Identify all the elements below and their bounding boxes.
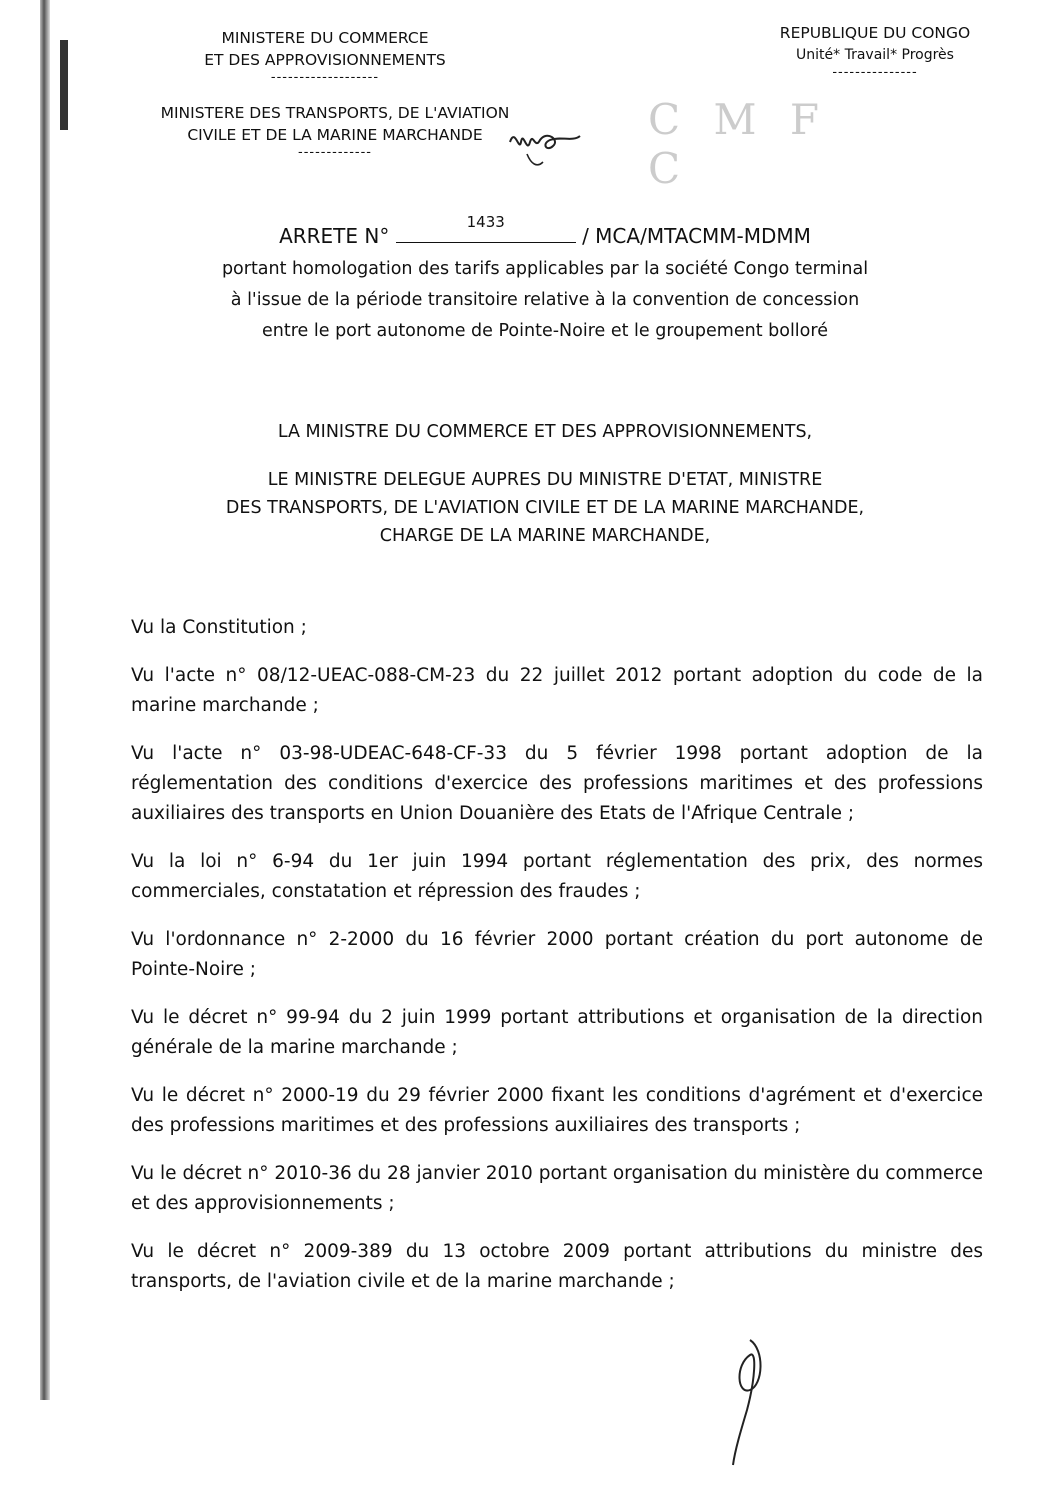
ministry2-line1: MINISTERE DES TRANSPORTS, DE L'AVIATION xyxy=(160,104,510,122)
minister-delegate-line2: DES TRANSPORTS, DE L'AVIATION CIVILE ET DE LA MARINE MARCHANDE, xyxy=(225,498,865,518)
visa-paragraph: Vu le décret n° 2009-389 du 13 octobre 2009 portant attributions du ministre des transports, de l'aviation civile et de la marine marchande ; xyxy=(131,1241,983,1292)
scan-mark xyxy=(60,40,68,130)
visas-list xyxy=(131,613,983,1315)
visa-paragraph: Vu l'acte n° 03-98-UDEAC-648-CF-33 du 5 février 1998 portant adoption de la réglementation des conditions d'exercice des professions maritimes et des professions auxiliaires des transports en Union Douanière des Etats de l'Afrique Centrale ; xyxy=(131,743,983,824)
header-separator: ------------- xyxy=(298,145,372,160)
faded-stamp: C M F C xyxy=(648,95,829,193)
minister-delegate-line1: LE MINISTRE DELEGUE AUPRES DU MINISTRE D'ETAT, MINISTRE xyxy=(267,470,823,490)
ministry2-line2: CIVILE ET DE LA MARINE MARCHANDE xyxy=(187,126,483,144)
republic-header xyxy=(740,22,1010,80)
arrete-number: 1433 xyxy=(466,213,505,231)
arrete-number-line xyxy=(150,213,940,254)
minister-commerce: LA MINISTRE DU COMMERCE ET DES APPROVISIONNEMENTS, xyxy=(277,422,813,442)
header-separator: ------------------- xyxy=(270,70,380,85)
ministry-transports-header xyxy=(100,102,570,160)
subject-line: portant homologation des tarifs applicables par la société Congo terminal xyxy=(221,259,869,279)
national-motto: Unité* Travail* Progrès xyxy=(796,47,954,63)
ministry1-line2: ET DES APPROVISIONNEMENTS xyxy=(204,51,446,69)
arrete-suffix: / MCA/MTACMM-MDMM xyxy=(582,224,811,248)
handwritten-signature xyxy=(695,1330,785,1474)
visa-paragraph: Vu l'ordonnance n° 2-2000 du 16 février 2000 portant création du port autonome de Pointe-Noire ; xyxy=(131,929,983,980)
arrete-prefix: ARRETE N° xyxy=(279,224,390,248)
subject-line: à l'issue de la période transitoire relative à la convention de concession xyxy=(230,290,860,310)
visa-paragraph: Vu la Constitution ; xyxy=(131,617,307,638)
visa-paragraph: Vu le décret n° 2000-19 du 29 février 2000 fixant les conditions d'agrément et d'exercice des professions maritimes et des professions auxiliaires des transports ; xyxy=(131,1085,983,1136)
visa-paragraph: Vu l'acte n° 08/12-UEAC-088-CM-23 du 22 juillet 2012 portant adoption du code de la marine marchande ; xyxy=(131,665,983,716)
handwritten-initials xyxy=(505,122,585,176)
subject-line: entre le port autonome de Pointe-Noire et le groupement bolloré xyxy=(262,321,828,341)
visa-paragraph: Vu la loi n° 6-94 du 1er juin 1994 portant réglementation des prix, des normes commerciales, constatation et répression des fraudes ; xyxy=(131,851,983,902)
header-separator: --------------- xyxy=(832,65,918,80)
ministry1-line1: MINISTERE DU COMMERCE xyxy=(221,29,429,47)
ministers-block xyxy=(100,418,990,550)
visa-paragraph: Vu le décret n° 99-94 du 2 juin 1999 portant attributions et organisation de la direction générale de la marine marchande ; xyxy=(131,1007,983,1058)
arrete-number-field xyxy=(396,213,576,243)
ministry-commerce-header xyxy=(160,27,490,85)
country-name: REPUBLIQUE DU CONGO xyxy=(779,24,971,42)
arrete-title xyxy=(150,213,940,347)
minister-delegate-line3: CHARGE DE LA MARINE MARCHANDE, xyxy=(379,526,711,546)
scan-binding-edge xyxy=(40,0,50,1400)
visa-paragraph: Vu le décret n° 2010-36 du 28 janvier 2010 portant organisation du ministère du commerce et des approvisionnements ; xyxy=(131,1163,983,1214)
